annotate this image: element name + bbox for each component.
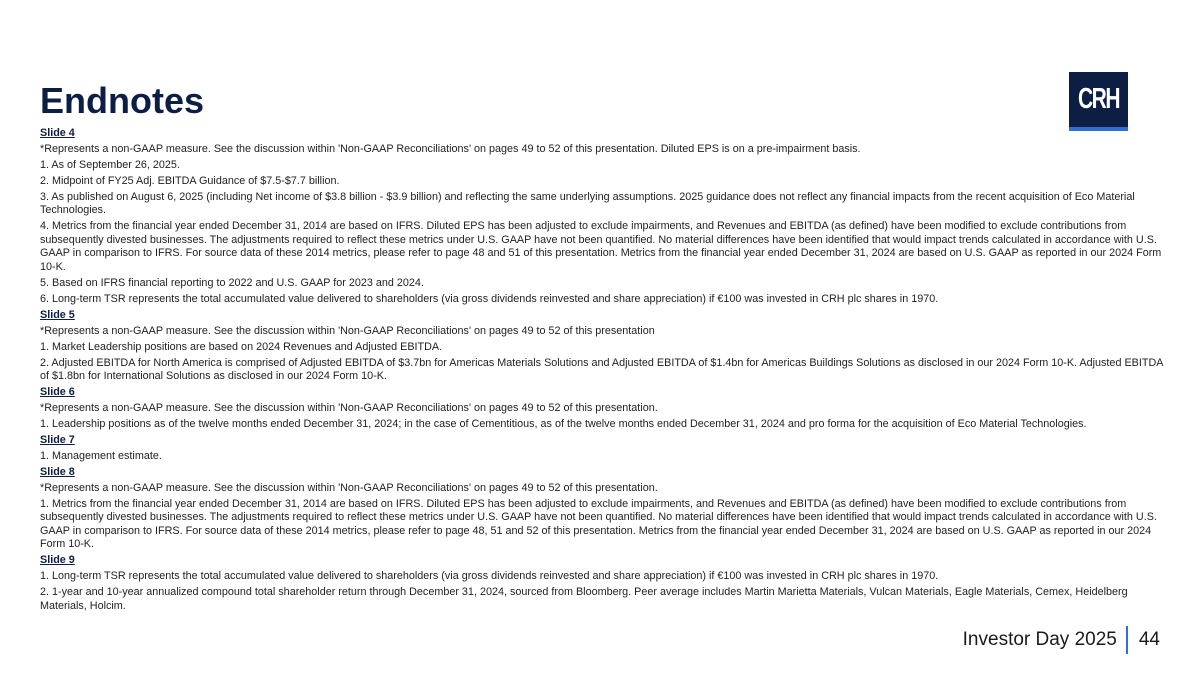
endnote: *Represents a non-GAAP measure. See the discussion within 'Non-GAAP Reconciliations' on pages 49 to 52 of this presentation. [40,402,658,415]
endnote: 3. As published on August 6, 2025 (including Net income of $3.8 billion - $3.9 billion) and reflecting the same underlying assumptions. 2025 guidance does not reflect any financial impacts from the recent acquisition of Eco Material Technologies. [40,191,1135,217]
footer [963,626,1160,654]
endnote: 2. Adjusted EBITDA for North America is comprised of Adjusted EBITDA of $3.7bn for Americas Materials Solutions and Adjusted EBITDA of $1.4bn for Americas Buildings Solutions as disclosed in our 2024 Form 10-K. Adjusted EBITDA of $1.8bn for International Solutions as disclosed in our 2024 Form 10-K. [40,356,1163,383]
crh-logo [1069,72,1128,131]
slide-heading: Slide 7 [40,434,75,447]
slide-heading: Slide 9 [40,554,75,567]
slide-heading: Slide 8 [40,466,75,479]
slide-heading: Slide 4 [40,127,75,139]
endnote: *Represents a non-GAAP measure. See the discussion within 'Non-GAAP Reconciliations' on pages 49 to 52 of this presentation [40,324,655,337]
endnote: *Represents a non-GAAP measure. See the discussion within 'Non-GAAP Reconciliations' on pages 49 to 52 of this presentation. Diluted EPS is on a pre-impairment basis. [40,143,861,155]
endnote: *Represents a non-GAAP measure. See the discussion within 'Non-GAAP Reconciliations' on pages 49 to 52 of this presentation. [40,482,658,495]
endnote: 2. 1-year and 10-year annualized compound total shareholder return through December 31, 2024, sourced from Bloomberg. Peer average includes Martin Marietta Materials, Vulcan Materials, Eagle Materials, Cemex, Heidelberg Materials, Holcim. [40,586,1128,612]
slide-heading: Slide 6 [40,386,75,399]
endnote: 1. Market Leadership positions are based on 2024 Revenues and Adjusted EBITDA. [40,340,443,353]
endnote: 1. As of September 26, 2025. [40,159,180,171]
page-number: 44 [1138,629,1160,650]
endnote: 1. Long-term TSR represents the total accumulated value delivered to shareholders (via gross dividends reinvested and share appreciation) if €100 was invested in CRH plc shares in 1970. [40,570,939,583]
endnote: 5. Based on IFRS financial reporting to 2022 and U.S. GAAP for 2023 and 2024. [40,276,424,289]
logo-text: CRH [1078,83,1119,115]
page-title: Endnotes [40,80,205,121]
footer-divider [1126,626,1128,654]
endnote: 6. Long-term TSR represents the total accumulated value delivered to shareholders (via gross dividends reinvested and share appreciation) if €100 was invested in CRH plc shares in 1970. [40,292,939,305]
endnote: 1. Management estimate. [40,450,162,463]
endnote: 2. Midpoint of FY25 Adj. EBITDA Guidance of $7.5-$7.7 billion. [40,175,340,187]
endnotes-body [40,127,1165,616]
endnote: 1. Metrics from the financial year ended December 31, 2014 are based on IFRS. Diluted EPS has been adjusted to exclude impairments, and Revenues and EBITDA (as defined) have been modified to exclude contributions from subsequently divested businesses. The adjustments required to reflect these metrics under U.S. GAAP have not been quantified. No material differences have been identified that would impact trends calculated in accordance with U.S. GAAP in comparison to IFRS. For source data of these 2014 metrics, please refer to page 48, 51 and 52 of this presentation. Metrics from the financial year ended December 31, 2024 are based on U.S. GAAP as reported in our 2024 Form 10-K. [40,498,1157,551]
endnote: 4. Metrics from the financial year ended December 31, 2014 are based on IFRS. Diluted EPS has been adjusted to exclude impairments, and Revenues and EBITDA (as defined) have been modified to exclude contributions from subsequently divested businesses. The adjustments required to reflect these metrics under U.S. GAAP have not been quantified. No material differences have been identified that would impact trends calculated in accordance with U.S. GAAP in comparison to IFRS. For source data of these 2014 metrics, please refer to page 48 and 51 of this presentation. Metrics from the financial year ended December 31, 2024 are based on U.S. GAAP as reported in our 2024 Form 10-K. [40,220,1162,273]
endnote: 1. Leadership positions as of the twelve months ended December 31, 2024; in the case of Cementitious, as of the twelve months ended December 31, 2024 and pro forma for the acquisition of Eco Material Technologies. [40,418,1087,431]
slide-heading: Slide 5 [40,308,75,321]
footer-event: Investor Day 2025 [962,629,1117,650]
